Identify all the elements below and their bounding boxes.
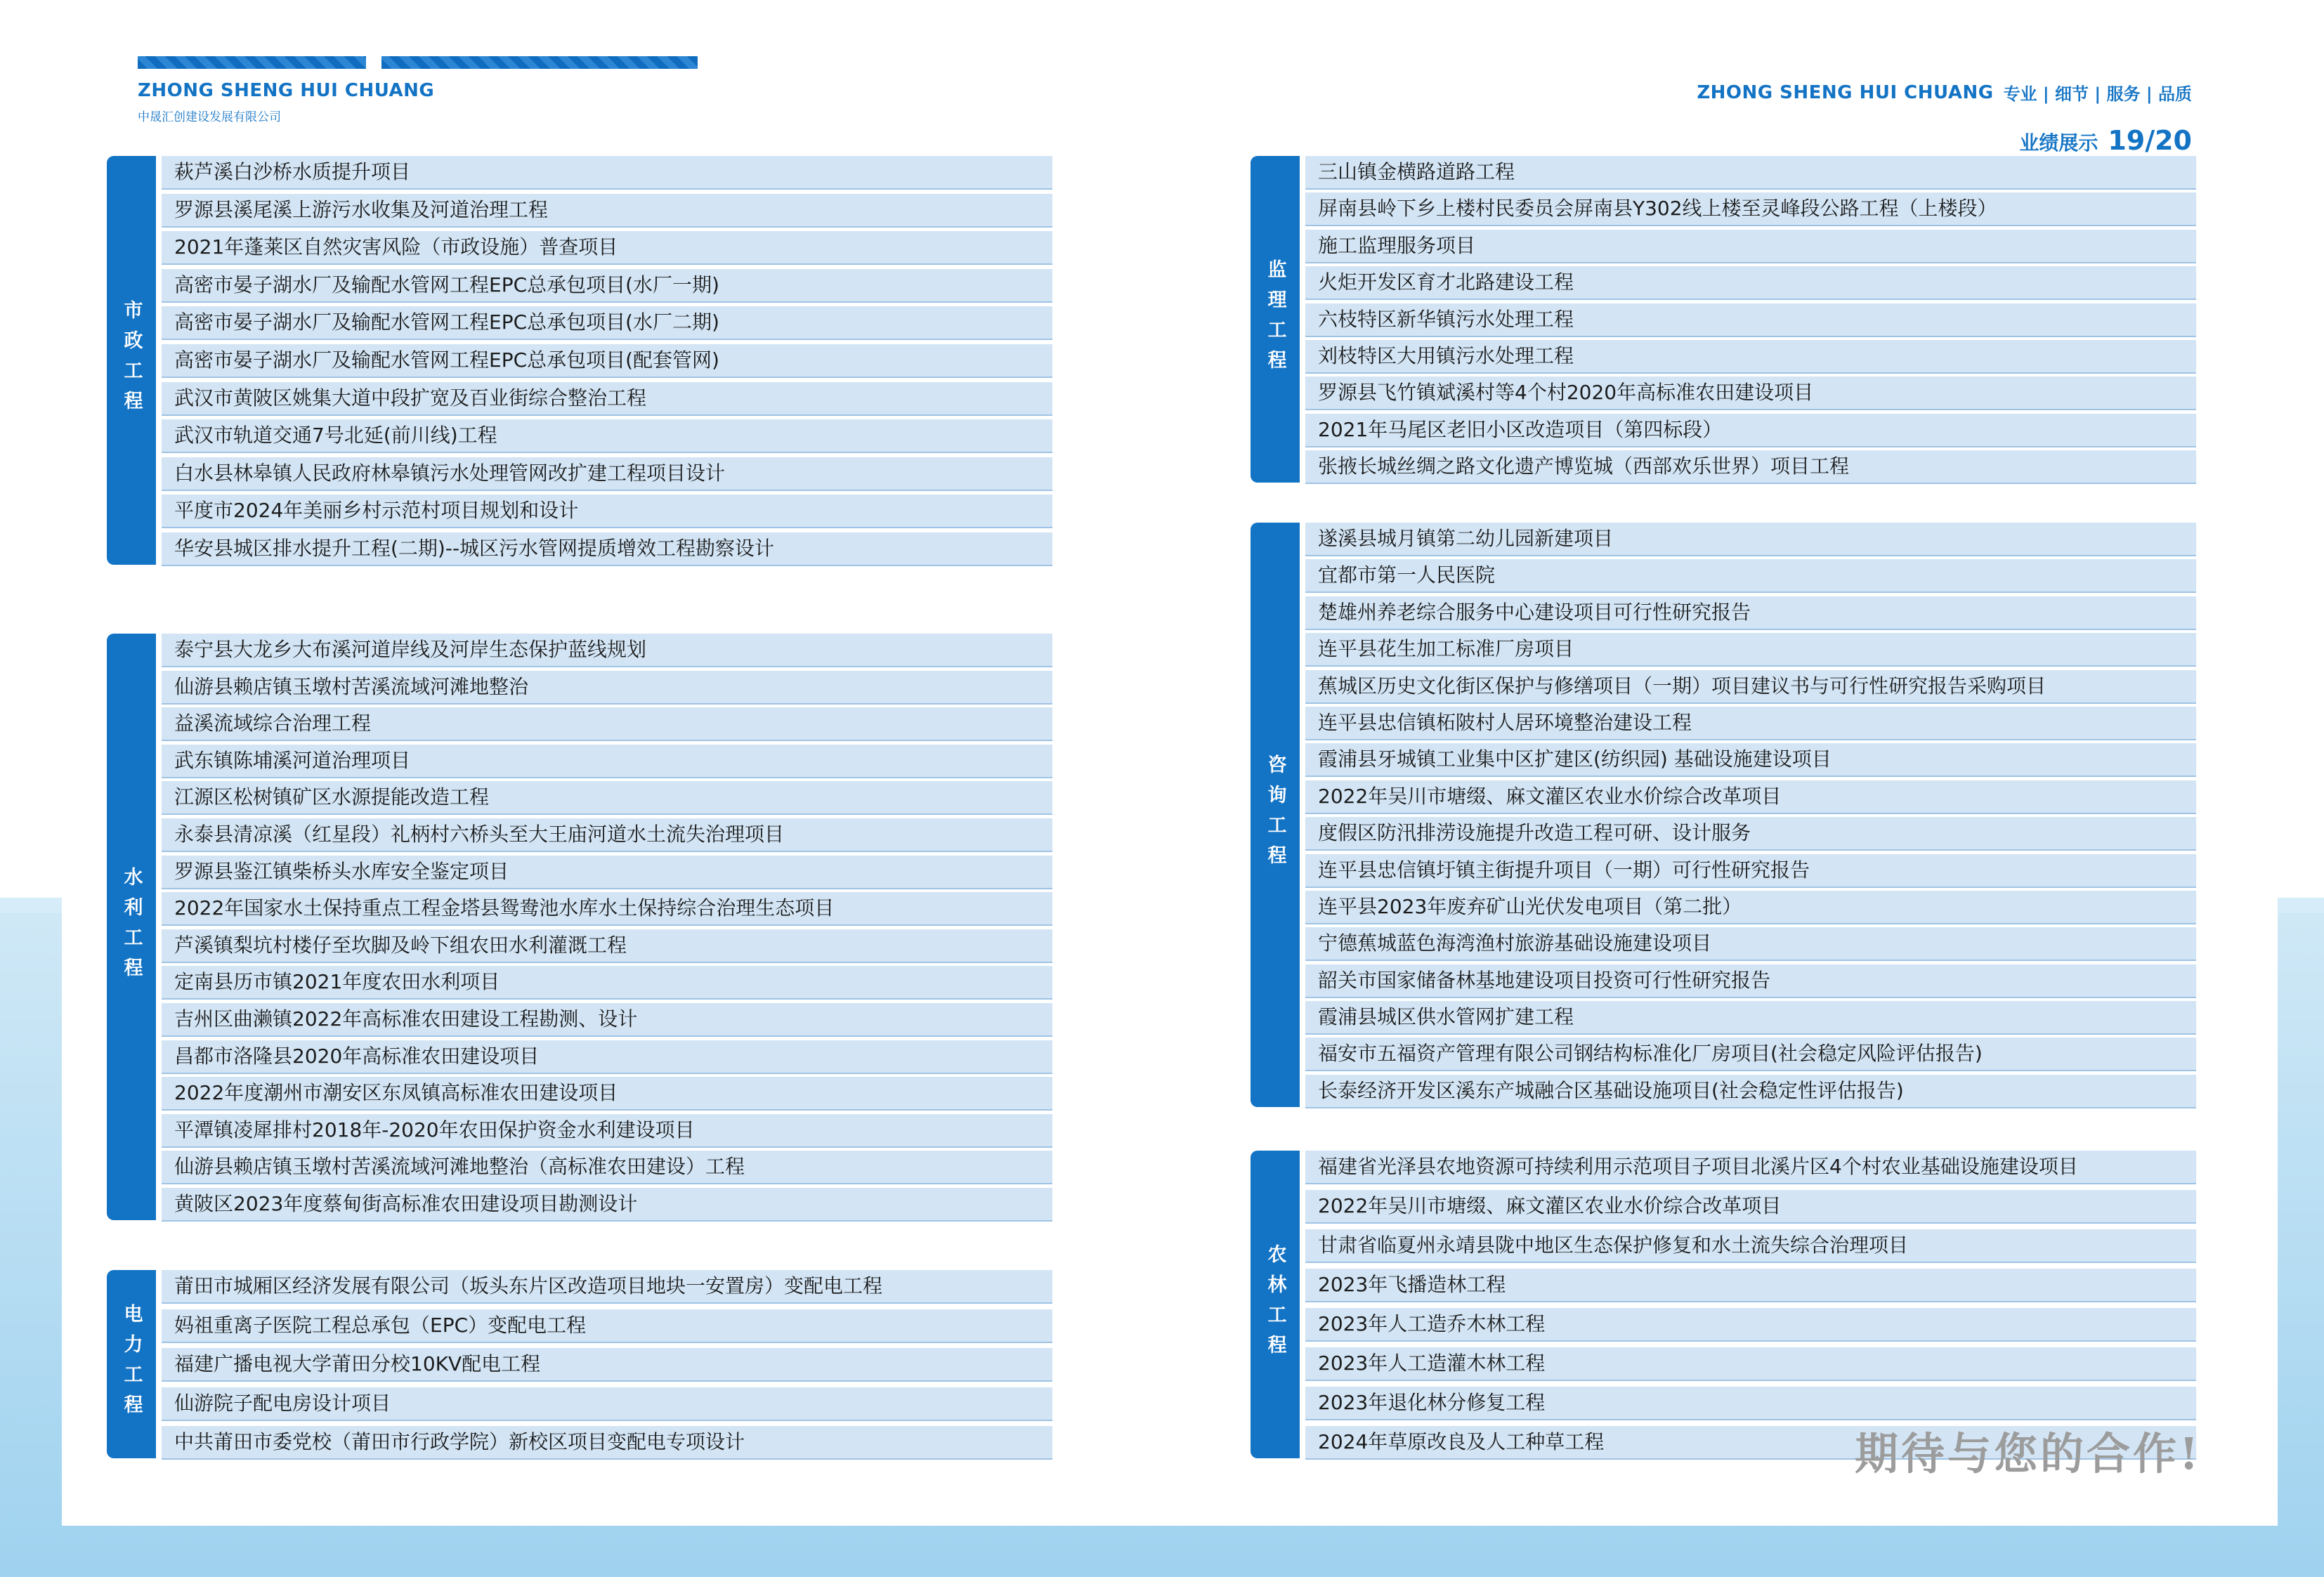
project-list (156, 634, 1052, 1220)
project-list (1300, 1151, 2196, 1458)
project-row: 高密市晏子湖水厂及输配水管网工程EPC总承包项目(水厂二期) (162, 306, 1052, 339)
project-row: 连平县2023年废弃矿山光伏发电项目（第二批） (1305, 891, 2196, 923)
project-row: 楚雄州养老综合服务中心建设项目可行性研究报告 (1305, 596, 2196, 629)
project-row: 黄陂区2023年度蔡甸街高标准农田建设项目勘测设计 (162, 1188, 1052, 1220)
brand-name-en: ZHONG SHENG HUI CHUANG (138, 80, 435, 101)
project-row: 2023年飞播造林工程 (1305, 1269, 2196, 1301)
project-list (1300, 156, 2196, 483)
project-row: 武东镇陈埔溪河道治理项目 (162, 745, 1052, 777)
project-row: 度假区防汛排涝设施提升改造工程可研、设计服务 (1305, 817, 2196, 849)
section-supervision (1251, 156, 2196, 483)
section-municipal (107, 156, 1052, 565)
project-row: 妈祖重离子医院工程总承包（EPC）变配电工程 (162, 1309, 1052, 1342)
project-row: 罗源县鉴江镇柴桥头水库安全鉴定项目 (162, 856, 1052, 888)
project-list (156, 1270, 1052, 1458)
project-row: 2022年国家水土保持重点工程金塔县鸳鸯池水库水土保持综合治理生态项目 (162, 892, 1052, 924)
project-row: 武汉市轨道交通7号北延(前川线)工程 (162, 419, 1052, 452)
project-row: 中共莆田市委党校（莆田市行政学院）新校区项目变配电专项设计 (162, 1426, 1052, 1458)
project-row: 2022年吴川市塘缀、麻文灌区农业水价综合改革项目 (1305, 780, 2196, 813)
section-tab (1251, 523, 1300, 1107)
section-water (107, 634, 1052, 1220)
project-row: 霞浦县牙城镇工业集中区扩建区(纺织园) 基础设施建设项目 (1305, 743, 2196, 776)
section-consulting (1251, 523, 2196, 1107)
project-row: 连平县忠信镇柘陂村人居环境整治建设工程 (1305, 707, 2196, 739)
project-row: 定南县历市镇2021年度农田水利项目 (162, 966, 1052, 998)
project-row: 萩芦溪白沙桥水质提升项目 (162, 156, 1052, 188)
section-tab (1251, 156, 1300, 483)
project-row: 福安市五福资产管理有限公司钢结构标准化厂房项目(社会稳定风险评估报告) (1305, 1038, 2196, 1070)
project-row: 昌都市洛隆县2020年高标准农田建设项目 (162, 1040, 1052, 1073)
project-row: 罗源县飞竹镇斌溪村等4个村2020年高标准农田建设项目 (1305, 377, 2196, 409)
section-title: 咨询工程 (1264, 754, 1286, 875)
project-row: 长泰经济开发区溪东产城融合区基础设施项目(社会稳定性评估报告) (1305, 1075, 2196, 1107)
section-title: 水利工程 (120, 866, 143, 988)
project-row: 高密市晏子湖水厂及输配水管网工程EPC总承包项目(水厂一期) (162, 269, 1052, 301)
project-row: 仙游院子配电房设计项目 (162, 1387, 1052, 1420)
project-row: 2021年马尾区老旧小区改造项目（第四标段） (1305, 414, 2196, 446)
project-row: 连平县忠信镇圩镇主街提升项目（一期）可行性研究报告 (1305, 854, 2196, 886)
project-row: 遂溪县城月镇第二幼儿园新建项目 (1305, 523, 2196, 555)
page-number: 19/20 (2108, 125, 2192, 156)
project-row: 宜都市第一人民医院 (1305, 559, 2196, 591)
project-row: 2022年度潮州市潮安区东凤镇高标准农田建设项目 (162, 1077, 1052, 1109)
project-row: 江源区松树镇矿区水源提能改造工程 (162, 781, 1052, 813)
project-row: 2023年退化林分修复工程 (1305, 1387, 2196, 1419)
project-row: 2023年人工造乔木林工程 (1305, 1308, 2196, 1340)
project-row: 2022年吴川市塘缀、麻文灌区农业水价综合改革项目 (1305, 1190, 2196, 1222)
project-row: 罗源县溪尾溪上游污水收集及河道治理工程 (162, 194, 1052, 226)
project-row: 福建省光泽县农地资源可持续利用示范项目子项目北溪片区4个村农业基础设施建设项目 (1305, 1151, 2196, 1183)
project-row: 平潭镇凌犀排村2018年-2020年农田保护资金水利建设项目 (162, 1114, 1052, 1146)
section-tab (107, 156, 156, 565)
section-label: 业绩展示 (2019, 131, 2098, 155)
project-list (156, 156, 1052, 565)
section-tab (1251, 1151, 1300, 1458)
section-tab (107, 1270, 156, 1458)
project-row: 六枝特区新华镇污水处理工程 (1305, 303, 2196, 336)
section-title: 农林工程 (1264, 1244, 1286, 1365)
header-right (1697, 80, 2192, 105)
project-row: 2023年人工造灌木林工程 (1305, 1347, 2196, 1380)
project-row: 高密市晏子湖水厂及输配水管网工程EPC总承包项目(配套管网) (162, 344, 1052, 377)
project-row: 仙游县赖店镇玉墩村苦溪流域河滩地整治（高标准农田建设）工程 (162, 1151, 1052, 1183)
project-row: 刘枝特区大用镇污水处理工程 (1305, 340, 2196, 372)
project-row: 2021年蓬莱区自然灾害风险（市政设施）普查项目 (162, 231, 1052, 263)
project-row: 2024年草原改良及人工种草工程 (1305, 1426, 2196, 1458)
project-row: 张掖长城丝绸之路文化遗产博览城（西部欢乐世界）项目工程 (1305, 450, 2196, 483)
project-row: 永泰县清凉溪（红星段）礼柄村六桥头至大王庙河道水土流失治理项目 (162, 818, 1052, 851)
section-power (107, 1270, 1052, 1458)
project-row: 火炬开发区育才北路建设工程 (1305, 266, 2196, 299)
project-row: 宁德蕉城蓝色海湾渔村旅游基础设施建设项目 (1305, 927, 2196, 960)
project-row: 仙游县赖店镇玉墩村苦溪流域河滩地整治 (162, 671, 1052, 703)
project-row: 平度市2024年美丽乡村示范村项目规划和设计 (162, 495, 1052, 527)
page-info (2019, 125, 2192, 156)
section-tab (107, 634, 156, 1220)
project-row: 芦溪镇梨坑村楼仔至坎脚及岭下组农田水利灌溉工程 (162, 929, 1052, 962)
closing-slogan: 期待与您的合作! (1855, 1428, 2202, 1479)
project-list (1300, 523, 2196, 1107)
project-row: 施工监理服务项目 (1305, 230, 2196, 262)
project-row: 三山镇金横路道路工程 (1305, 156, 2196, 188)
project-row: 韶关市国家储备林基地建设项目投资可行性研究报告 (1305, 964, 2196, 997)
header-stripe-left (138, 56, 366, 69)
project-row: 霞浦县城区供水管网扩建工程 (1305, 1001, 2196, 1033)
project-row: 泰宁县大龙乡大布溪河道岸线及河岸生态保护蓝线规划 (162, 634, 1052, 666)
project-row: 武汉市黄陂区姚集大道中段扩宽及百业街综合整治工程 (162, 382, 1052, 414)
section-title: 监理工程 (1264, 259, 1286, 380)
project-row: 甘肃省临夏州永靖县陇中地区生态保护修复和水土流失综合治理项目 (1305, 1229, 2196, 1262)
header-stripe-right (381, 56, 698, 69)
project-row: 吉州区曲濑镇2022年高标准农田建设工程勘测、设计 (162, 1003, 1052, 1035)
section-forestry (1251, 1151, 2196, 1458)
project-row: 莆田市城厢区经济发展有限公司（坂头东片区改造项目地块一安置房）变配电工程 (162, 1270, 1052, 1302)
project-row: 华安县城区排水提升工程(二期)--城区污水管网提质增效工程勘察设计 (162, 532, 1052, 565)
project-row: 益溪流域综合治理工程 (162, 707, 1052, 740)
project-row: 白水县林皋镇人民政府林皋镇污水处理管网改扩建工程项目设计 (162, 457, 1052, 490)
section-title: 市政工程 (120, 300, 143, 421)
project-row: 屏南县岭下乡上楼村民委员会屏南县Y302线上楼至灵峰段公路工程（上楼段） (1305, 192, 2196, 225)
project-row: 福建广播电视大学莆田分校10KV配电工程 (162, 1348, 1052, 1380)
brand-name-cn: 中晟汇创建设发展有限公司 (138, 110, 281, 124)
section-title: 电力工程 (120, 1304, 143, 1425)
project-row: 蕉城区历史文化街区保护与修缮项目（一期）项目建议书与可行性研究报告采购项目 (1305, 670, 2196, 702)
slogan: 专业 | 细节 | 服务 | 品质 (2003, 84, 2192, 104)
project-row: 连平县花生加工标准厂房项目 (1305, 633, 2196, 665)
brand-name-en-right: ZHONG SHENG HUI CHUANG (1697, 81, 1994, 103)
